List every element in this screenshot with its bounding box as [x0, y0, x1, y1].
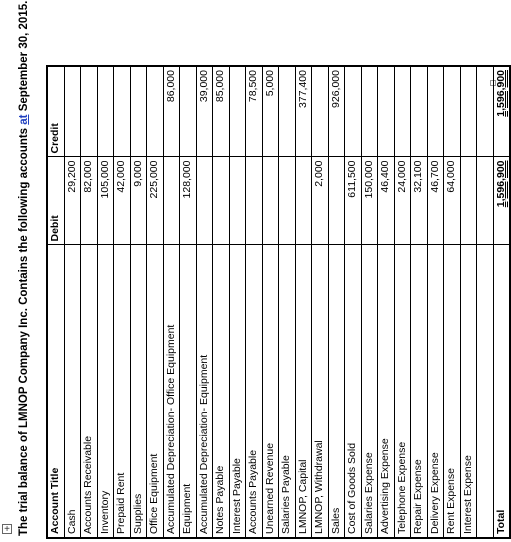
table-row	[196, 66, 213, 538]
total-label: Total	[493, 245, 510, 538]
debit-cell	[196, 157, 213, 245]
account-cell: Accumulated Depreciation- Office Equipment	[163, 245, 180, 538]
debit-cell	[246, 157, 263, 245]
credit-cell: 377,400	[295, 66, 312, 157]
account-cell: Cost of Goods Sold	[345, 245, 362, 538]
account-cell: Notes Payable	[213, 245, 230, 538]
total-debit: 1,596,900	[493, 157, 510, 245]
table-total-row	[493, 66, 510, 538]
account-cell: Telephone Expense	[394, 245, 411, 538]
table-row	[97, 66, 114, 538]
account-cell	[477, 245, 494, 538]
credit-cell	[345, 66, 362, 157]
debit-cell: 128,000	[180, 157, 197, 245]
table-row	[262, 66, 279, 538]
table-row	[328, 66, 345, 538]
account-cell: Prepaid Rent	[114, 245, 131, 538]
table-row	[130, 66, 147, 538]
account-cell: Accounts Receivable	[81, 245, 98, 538]
debit-cell	[295, 157, 312, 245]
account-cell: Rent Expense	[444, 245, 461, 538]
credit-cell	[312, 66, 329, 157]
credit-cell	[130, 66, 147, 157]
debit-cell: 225,000	[147, 157, 164, 245]
credit-cell	[411, 66, 428, 157]
document-heading	[18, 1, 30, 536]
account-cell: Supplies	[130, 245, 147, 538]
table-row	[81, 66, 98, 538]
table-row	[477, 66, 494, 538]
table-row	[361, 66, 378, 538]
debit-cell	[262, 157, 279, 245]
table-row	[394, 66, 411, 538]
table-row	[460, 66, 477, 538]
account-cell: Advertising Expense	[378, 245, 395, 538]
table-row	[246, 66, 263, 538]
table-row	[229, 66, 246, 538]
credit-cell	[147, 66, 164, 157]
table-row	[279, 66, 296, 538]
credit-cell: 926,000	[328, 66, 345, 157]
table-row	[378, 66, 395, 538]
debit-cell	[229, 157, 246, 245]
credit-cell: 86,000	[163, 66, 180, 157]
debit-cell	[477, 157, 494, 245]
account-cell: Salaries Payable	[279, 245, 296, 538]
debit-cell	[213, 157, 230, 245]
debit-cell: 42,000	[114, 157, 131, 245]
credit-cell	[477, 66, 494, 157]
debit-cell: 64,000	[444, 157, 461, 245]
table-header-row	[47, 66, 64, 538]
account-cell: Inventory	[97, 245, 114, 538]
debit-cell: 24,000	[394, 157, 411, 245]
debit-cell	[328, 157, 345, 245]
account-cell: Accumulated Depreciation- Equipment	[196, 245, 213, 538]
account-cell: Unearned Revenue	[262, 245, 279, 538]
credit-cell: 5,000	[262, 66, 279, 157]
account-cell: Cash	[64, 245, 81, 538]
credit-cell: 85,000	[213, 66, 230, 157]
account-cell: Accounts Payable	[246, 245, 263, 538]
trial-balance-table	[46, 65, 511, 539]
account-cell: Interest Payable	[229, 245, 246, 538]
account-cell: Equipment	[180, 245, 197, 538]
header-credit: Credit	[47, 66, 64, 157]
debit-cell: 82,000	[81, 157, 98, 245]
credit-cell	[97, 66, 114, 157]
table-row	[114, 66, 131, 538]
account-cell: Repair Expense	[411, 245, 428, 538]
account-cell: Interest Expense	[460, 245, 477, 538]
credit-cell	[81, 66, 98, 157]
credit-cell	[444, 66, 461, 157]
debit-cell: 611,500	[345, 157, 362, 245]
debit-cell: 29,200	[64, 157, 81, 245]
credit-cell	[394, 66, 411, 157]
table-row	[427, 66, 444, 538]
debit-cell	[163, 157, 180, 245]
credit-cell	[114, 66, 131, 157]
credit-cell	[460, 66, 477, 157]
table-row	[147, 66, 164, 538]
total-credit: 1,596,900	[493, 66, 510, 157]
debit-cell	[460, 157, 477, 245]
debit-cell	[279, 157, 296, 245]
table-row	[444, 66, 461, 538]
table-row	[345, 66, 362, 538]
heading-highlight: at	[18, 114, 30, 125]
table-row	[163, 66, 180, 538]
credit-cell	[361, 66, 378, 157]
table-move-handle-icon[interactable]: +	[2, 524, 12, 534]
header-account-title: Account Title	[47, 245, 64, 538]
debit-cell: 46,400	[378, 157, 395, 245]
account-cell: Sales	[328, 245, 345, 538]
credit-cell	[279, 66, 296, 157]
table-row	[295, 66, 312, 538]
credit-cell	[180, 66, 197, 157]
debit-cell: 32,100	[411, 157, 428, 245]
debit-cell: 105,000	[97, 157, 114, 245]
credit-cell	[378, 66, 395, 157]
table-row	[180, 66, 197, 538]
credit-cell	[427, 66, 444, 157]
account-cell: LMNOP, Withdrawal	[312, 245, 329, 538]
table-row	[213, 66, 230, 538]
credit-cell: 39,000	[196, 66, 213, 157]
header-debit: Debit	[47, 157, 64, 245]
account-cell: Salaries Expense	[361, 245, 378, 538]
heading-suffix: September 30, 2015.	[18, 0, 30, 115]
table-body	[64, 66, 510, 538]
debit-cell: 9,000	[130, 157, 147, 245]
account-cell: LMNOP, Capital	[295, 245, 312, 538]
heading-prefix: The trial balance of LMNOP Company Inc. Contains the following accounts	[18, 124, 30, 536]
table-row	[411, 66, 428, 538]
account-cell: Office Equipment	[147, 245, 164, 538]
debit-cell: 46,700	[427, 157, 444, 245]
table-row	[64, 66, 81, 538]
table-row	[312, 66, 329, 538]
credit-cell	[64, 66, 81, 157]
account-cell: Delivery Expense	[427, 245, 444, 538]
debit-cell: 2,000	[312, 157, 329, 245]
credit-cell	[229, 66, 246, 157]
debit-cell: 150,000	[361, 157, 378, 245]
credit-cell: 78,500	[246, 66, 263, 157]
